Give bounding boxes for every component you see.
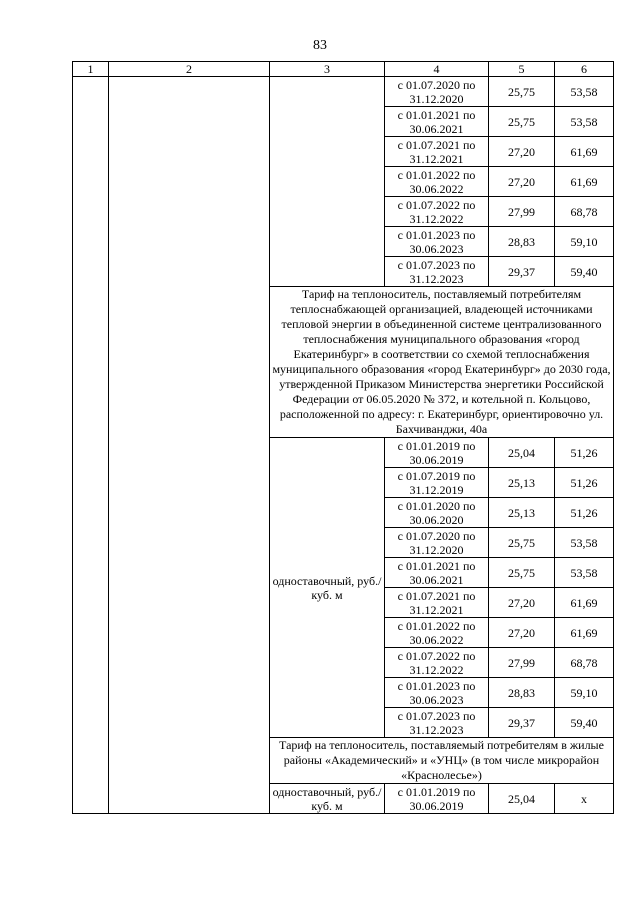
col-header-5: 5 <box>489 62 555 77</box>
value-col5: 25,04 <box>489 438 555 468</box>
value-col6: 61,69 <box>555 618 614 648</box>
value-col5: 25,75 <box>489 528 555 558</box>
value-col6: 53,58 <box>555 558 614 588</box>
period-cell: с 01.07.2020 по 31.12.2020 <box>385 77 489 107</box>
value-col6: 53,58 <box>555 528 614 558</box>
period-cell: с 01.01.2021 по 30.06.2021 <box>385 107 489 137</box>
value-col5: 29,37 <box>489 708 555 738</box>
col-header-6: 6 <box>555 62 614 77</box>
value-col6: 68,78 <box>555 197 614 227</box>
col-header-3: 3 <box>270 62 385 77</box>
value-col5: 27,99 <box>489 197 555 227</box>
col-header-2: 2 <box>109 62 270 77</box>
table-row <box>73 77 614 107</box>
tariff-note-koltsovo: Тариф на теплоноситель, поставляемый потребителям теплоснабжающей организацией, владеющей источниками тепловой энергии в объединенной системе централизованного теплоснабжения муниципального образования «город Екатеринбург» в соответствии со схемой теплоснабжения муниципального образования «город Екатеринбург» до 2030 года, утвержденной Приказом Министерства энергетики Российской Федерации от 06.05.2020 № 372, и котельной п. Кольцово, расположенной по адресу: г. Екатеринбург, ориентировочно ул. Бахчиванджи, 40а <box>270 287 614 438</box>
period-cell: с 01.07.2021 по 31.12.2021 <box>385 137 489 167</box>
value-col5: 27,20 <box>489 588 555 618</box>
value-col5: 27,20 <box>489 137 555 167</box>
tariff-table <box>72 61 614 814</box>
value-col5: 27,20 <box>489 167 555 197</box>
period-cell: с 01.07.2023 по 31.12.2023 <box>385 257 489 287</box>
value-col6: 59,40 <box>555 708 614 738</box>
value-col6: 51,26 <box>555 438 614 468</box>
period-cell: с 01.07.2023 по 31.12.2023 <box>385 708 489 738</box>
value-col5: 28,83 <box>489 227 555 257</box>
value-col6: 61,69 <box>555 167 614 197</box>
value-col5: 25,04 <box>489 784 555 814</box>
value-col6: 61,69 <box>555 588 614 618</box>
period-cell: с 01.07.2022 по 31.12.2022 <box>385 648 489 678</box>
col-header-4: 4 <box>385 62 489 77</box>
value-col5: 25,75 <box>489 558 555 588</box>
col1-cell <box>73 77 109 814</box>
unit-label: одноставочный, руб./куб. м <box>270 784 385 814</box>
period-cell: с 01.07.2019 по 31.12.2019 <box>385 468 489 498</box>
value-col6: 51,26 <box>555 498 614 528</box>
value-col5: 29,37 <box>489 257 555 287</box>
value-col5: 25,13 <box>489 468 555 498</box>
tariff-note-akademichesky: Тариф на теплоноситель, поставляемый потребителям в жилые районы «Академический» и «УНЦ» (в том числе микрорайон «Краснолесье») <box>270 738 614 784</box>
value-col6: 53,58 <box>555 77 614 107</box>
period-cell: с 01.01.2022 по 30.06.2022 <box>385 618 489 648</box>
value-col5: 27,99 <box>489 648 555 678</box>
page-number: 83 <box>313 38 327 53</box>
value-col6: x <box>555 784 614 814</box>
value-col5: 27,20 <box>489 618 555 648</box>
value-col6: 68,78 <box>555 648 614 678</box>
value-col6: 53,58 <box>555 107 614 137</box>
col-header-1: 1 <box>73 62 109 77</box>
period-cell: с 01.01.2020 по 30.06.2020 <box>385 498 489 528</box>
period-cell: с 01.01.2022 по 30.06.2022 <box>385 167 489 197</box>
value-col5: 28,83 <box>489 678 555 708</box>
period-cell: с 01.01.2019 по 30.06.2019 <box>385 438 489 468</box>
period-cell: с 01.01.2019 по 30.06.2019 <box>385 784 489 814</box>
period-cell: с 01.07.2021 по 31.12.2021 <box>385 588 489 618</box>
value-col6: 59,40 <box>555 257 614 287</box>
unit-label: одноставочный, руб./куб. м <box>270 438 385 738</box>
value-col5: 25,75 <box>489 107 555 137</box>
col2-cell <box>109 77 270 814</box>
period-cell: с 01.01.2023 по 30.06.2023 <box>385 227 489 257</box>
header-row <box>73 62 614 77</box>
period-cell: с 01.07.2020 по 31.12.2020 <box>385 528 489 558</box>
value-col5: 25,13 <box>489 498 555 528</box>
value-col6: 51,26 <box>555 468 614 498</box>
period-cell: с 01.01.2021 по 30.06.2021 <box>385 558 489 588</box>
value-col5: 25,75 <box>489 77 555 107</box>
value-col6: 61,69 <box>555 137 614 167</box>
col3-cell <box>270 77 385 287</box>
period-cell: с 01.01.2023 по 30.06.2023 <box>385 678 489 708</box>
value-col6: 59,10 <box>555 678 614 708</box>
value-col6: 59,10 <box>555 227 614 257</box>
period-cell: с 01.07.2022 по 31.12.2022 <box>385 197 489 227</box>
